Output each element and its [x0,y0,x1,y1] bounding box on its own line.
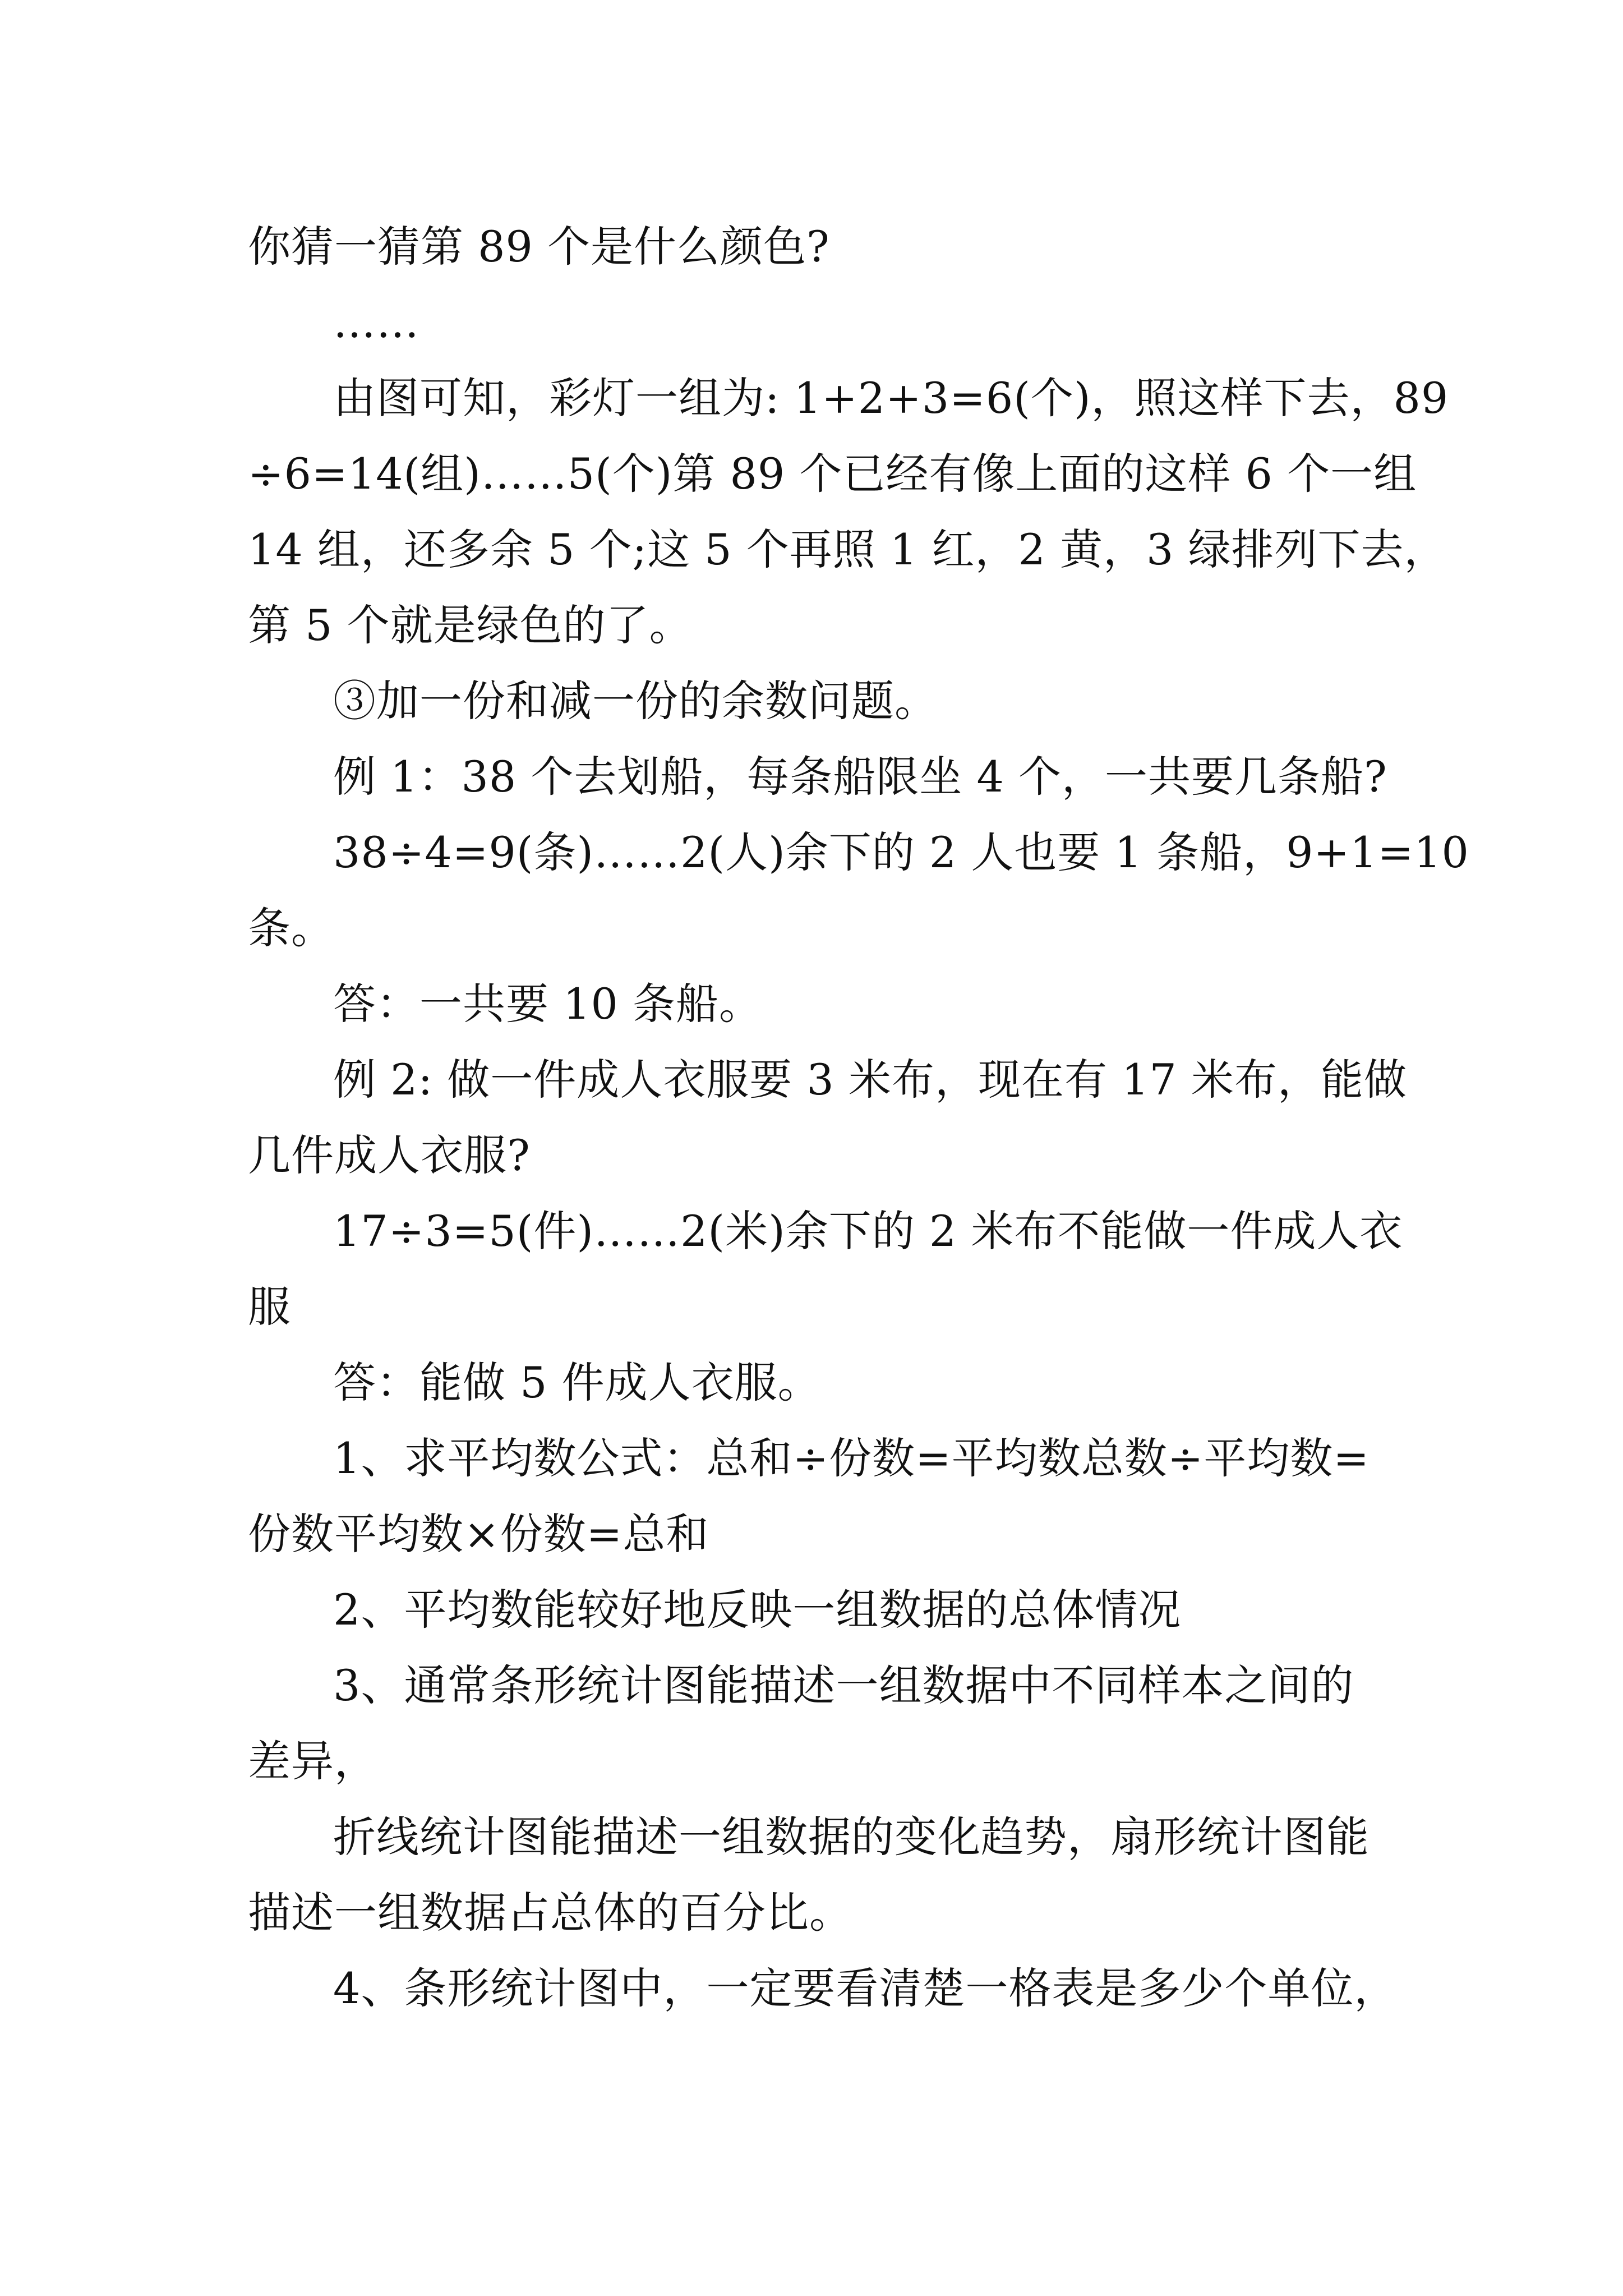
text-line: 服 [248,1282,291,1332]
document-body [248,209,1469,2026]
text-line: 38÷4=9(条)……2(人)余下的 2 人也要 1 条船，9+1=10 [333,827,1469,877]
text-line: 3、通常条形统计图能描述一组数据中不同样本之间的 [333,1660,1354,1710]
text-line: 份数平均数×份数=总和 [248,1509,709,1559]
text-line: 答：能做 5 件成人衣服。 [333,1358,821,1407]
text-line: 几件成人衣服? [248,1130,531,1180]
text-line: 例 1：38 个去划船，每条船限坐 4 个，一共要几条船? [333,752,1387,802]
text-line: 1、求平均数公式：总和÷份数=平均数总数÷平均数= [333,1433,1370,1483]
text-line: 2、平均数能较好地反映一组数据的总体情况 [333,1585,1182,1635]
text-line: 你猜一猜第 89 个是什么颜色? [248,222,830,272]
text-line: 第 5 个就是绿色的了。 [248,600,693,650]
text-line: 由图可知，彩灯一组为: 1+2+3=6(个)，照这样下去，89 [333,373,1449,423]
text-line: ÷6=14(组)……5(个)第 89 个已经有像上面的这样 6 个一组 [248,449,1417,499]
text-line: 4、条形统计图中，一定要看清楚一格表是多少个单位， [333,1963,1398,2013]
text-line: 条。 [248,903,334,953]
text-line: 答：一共要 10 条船。 [333,979,763,1029]
text-line: …… [333,297,419,347]
text-line: 14 组，还多余 5 个;这 5 个再照 1 红，2 黄，3 绿排列下去， [248,524,1447,574]
text-line: 差异， [248,1736,377,1786]
text-line: ③加一份和减一份的余数问题。 [333,676,938,726]
text-line: 描述一组数据占总体的百分比。 [248,1888,852,1938]
text-line: 例 2: 做一件成人衣服要 3 米布，现在有 17 米布，能做 [333,1055,1407,1105]
text-line: 折线统计图能描述一组数据的变化趋势，扇形统计图能 [333,1812,1370,1862]
text-line: 17÷3=5(件)……2(米)余下的 2 米布不能做一件成人衣 [333,1206,1403,1256]
